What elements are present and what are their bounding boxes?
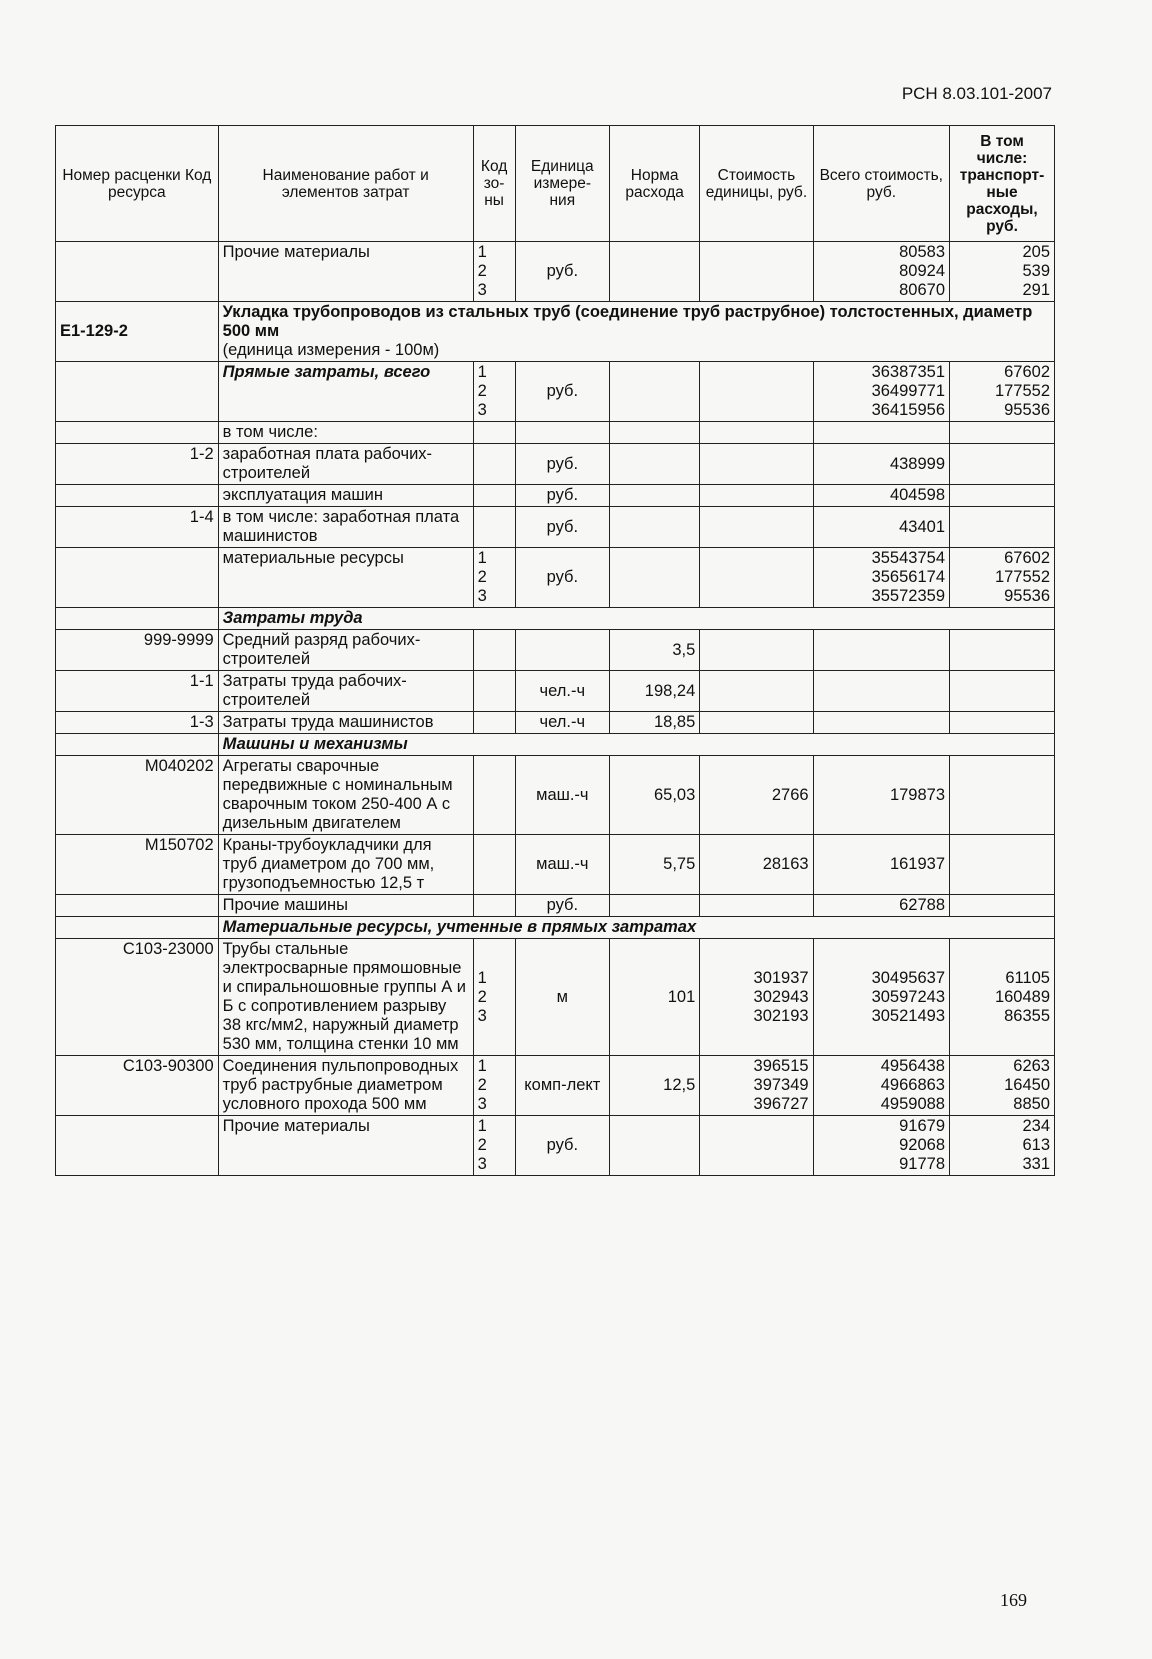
row-total: 35543754 35656174 35572359 xyxy=(813,548,949,608)
row-norm: 5,75 xyxy=(610,835,700,895)
row-norm: 12,5 xyxy=(610,1056,700,1116)
row-total: 4956438 4966863 4959088 xyxy=(813,1056,949,1116)
row-zones: 1 2 3 xyxy=(473,1116,515,1176)
table-row xyxy=(56,548,1055,608)
row-name: Трубы стальные электросварные прямошовные и спиральношовные группы А и Б с сопротивлением разрыву 38 кгс/мм2, наружный диаметр 530 мм, толщина стенки 10 мм xyxy=(218,939,473,1056)
table-row xyxy=(56,939,1055,1056)
row-total: 161937 xyxy=(813,835,949,895)
row-unit: руб. xyxy=(515,242,609,302)
row-unit: руб. xyxy=(515,548,609,608)
table-row xyxy=(56,630,1055,671)
row-total: 179873 xyxy=(813,756,949,835)
row-name: заработная плата рабочих-строителей xyxy=(218,444,473,485)
row-unit: руб. xyxy=(515,507,609,548)
table-row xyxy=(56,444,1055,485)
rates-table xyxy=(55,125,1055,1176)
row-transport: 205 539 291 xyxy=(950,242,1055,302)
section-title-labor: Затраты труда xyxy=(218,608,1054,630)
table-row xyxy=(56,242,1055,302)
row-total: 404598 xyxy=(813,485,949,507)
row-norm: 3,5 xyxy=(610,630,700,671)
table-row xyxy=(56,1116,1055,1176)
row-price: 396515 397349 396727 xyxy=(700,1056,813,1116)
row-code: 1-1 xyxy=(56,671,219,712)
row-unit: руб. xyxy=(515,1116,609,1176)
table-row xyxy=(56,712,1055,734)
row-norm: 101 xyxy=(610,939,700,1056)
row-total: 80583 80924 80670 xyxy=(813,242,949,302)
table-row xyxy=(56,362,1055,422)
row-price: 28163 xyxy=(700,835,813,895)
section-title-machines: Машины и механизмы xyxy=(218,734,1054,756)
table-row xyxy=(56,895,1055,917)
row-code: 999-9999 xyxy=(56,630,219,671)
col-header-name: Наименование работ и элементов затрат xyxy=(218,126,473,242)
col-header-price: Стоимость единицы, руб. xyxy=(700,126,813,242)
table-row xyxy=(56,422,1055,444)
col-header-zone: Код зо- ны xyxy=(473,126,515,242)
row-transport: 61105 160489 86355 xyxy=(950,939,1055,1056)
col-header-unit: Единица измере- ния xyxy=(515,126,609,242)
row-code: С103-23000 xyxy=(56,939,219,1056)
table-row xyxy=(56,1056,1055,1116)
col-header-code: Номер расценки Код ресурса xyxy=(56,126,219,242)
row-code: М040202 xyxy=(56,756,219,835)
row-unit: руб. xyxy=(515,444,609,485)
row-name: Прочие материалы xyxy=(218,1116,473,1176)
row-name: Агрегаты сварочные передвижные с номинальным сварочным током 250-400 А с дизельным двигателем xyxy=(218,756,473,835)
row-zones: 1 2 3 xyxy=(473,548,515,608)
row-norm: 65,03 xyxy=(610,756,700,835)
table-header-row xyxy=(56,126,1055,242)
row-name: Прочие материалы xyxy=(218,242,473,302)
row-transport: 6263 16450 8850 xyxy=(950,1056,1055,1116)
row-name: Затраты труда рабочих-строителей xyxy=(218,671,473,712)
row-unit: руб. xyxy=(515,485,609,507)
row-transport: 67602 177552 95536 xyxy=(950,362,1055,422)
rate-unit-note: (единица измерения - 100м) xyxy=(222,341,440,359)
row-zones: 1 2 3 xyxy=(473,362,515,422)
row-code: М150702 xyxy=(56,835,219,895)
section-title-materials: Материальные ресурсы, учтенные в прямых затратах xyxy=(218,917,1054,939)
row-name: Прочие машины xyxy=(218,895,473,917)
row-norm: 18,85 xyxy=(610,712,700,734)
row-name: в том числе: заработная плата машинистов xyxy=(218,507,473,548)
col-header-transport: В том числе: транспорт- ные расходы, руб. xyxy=(950,126,1055,242)
row-total: 438999 xyxy=(813,444,949,485)
section-row xyxy=(56,734,1055,756)
table-row xyxy=(56,835,1055,895)
row-name: Затраты труда машинистов xyxy=(218,712,473,734)
row-total: 91679 92068 91778 xyxy=(813,1116,949,1176)
row-unit: чел.-ч xyxy=(515,671,609,712)
row-name: Соединения пульпопроводных труб раструбные диаметром условного прохода 500 мм xyxy=(218,1056,473,1116)
row-name: материальные ресурсы xyxy=(218,548,473,608)
row-unit: руб. xyxy=(515,362,609,422)
row-total: 36387351 36499771 36415956 xyxy=(813,362,949,422)
rate-title-row xyxy=(56,302,1055,362)
row-name: Краны-трубоукладчики для труб диаметром до 700 мм, грузоподъемностью 12,5 т xyxy=(218,835,473,895)
row-transport: 234 613 331 xyxy=(950,1116,1055,1176)
rate-title: Укладка трубопроводов из стальных труб (соединение труб раструбное) толстостенных, диаметр 500 мм xyxy=(222,303,1033,340)
table-row xyxy=(56,756,1055,835)
rate-code: Е1-129-2 xyxy=(56,302,219,362)
row-price: 301937 302943 302193 xyxy=(700,939,813,1056)
col-header-total: Всего стоимость, руб. xyxy=(813,126,949,242)
row-total: 43401 xyxy=(813,507,949,548)
row-transport: 67602 177552 95536 xyxy=(950,548,1055,608)
row-total: 62788 xyxy=(813,895,949,917)
row-norm: 198,24 xyxy=(610,671,700,712)
page-number: 169 xyxy=(1000,1590,1027,1610)
row-price: 2766 xyxy=(700,756,813,835)
row-total: 30495637 30597243 30521493 xyxy=(813,939,949,1056)
row-name: в том числе: xyxy=(218,422,473,444)
row-zones: 1 2 3 xyxy=(473,242,515,302)
row-unit: маш.-ч xyxy=(515,835,609,895)
row-unit: м xyxy=(515,939,609,1056)
row-code: 1-2 xyxy=(56,444,219,485)
row-zones: 1 2 3 xyxy=(473,1056,515,1116)
table-row xyxy=(56,485,1055,507)
row-zones: 1 2 3 xyxy=(473,939,515,1056)
row-code: 1-3 xyxy=(56,712,219,734)
table-row xyxy=(56,671,1055,712)
section-row xyxy=(56,917,1055,939)
row-name: Средний разряд рабочих-строителей xyxy=(218,630,473,671)
row-code: 1-4 xyxy=(56,507,219,548)
row-name: Прямые затраты, всего xyxy=(218,362,473,422)
table-row xyxy=(56,507,1055,548)
row-unit: руб. xyxy=(515,895,609,917)
row-unit: комп-лект xyxy=(515,1056,609,1116)
row-code: С103-90300 xyxy=(56,1056,219,1116)
document-code: РСН 8.03.101-2007 xyxy=(901,84,1052,103)
section-row xyxy=(56,608,1055,630)
col-header-norm: Норма расхода xyxy=(610,126,700,242)
row-unit: чел.-ч xyxy=(515,712,609,734)
row-unit: маш.-ч xyxy=(515,756,609,835)
rates-table-container xyxy=(55,125,1055,1176)
row-name: эксплуатация машин xyxy=(218,485,473,507)
